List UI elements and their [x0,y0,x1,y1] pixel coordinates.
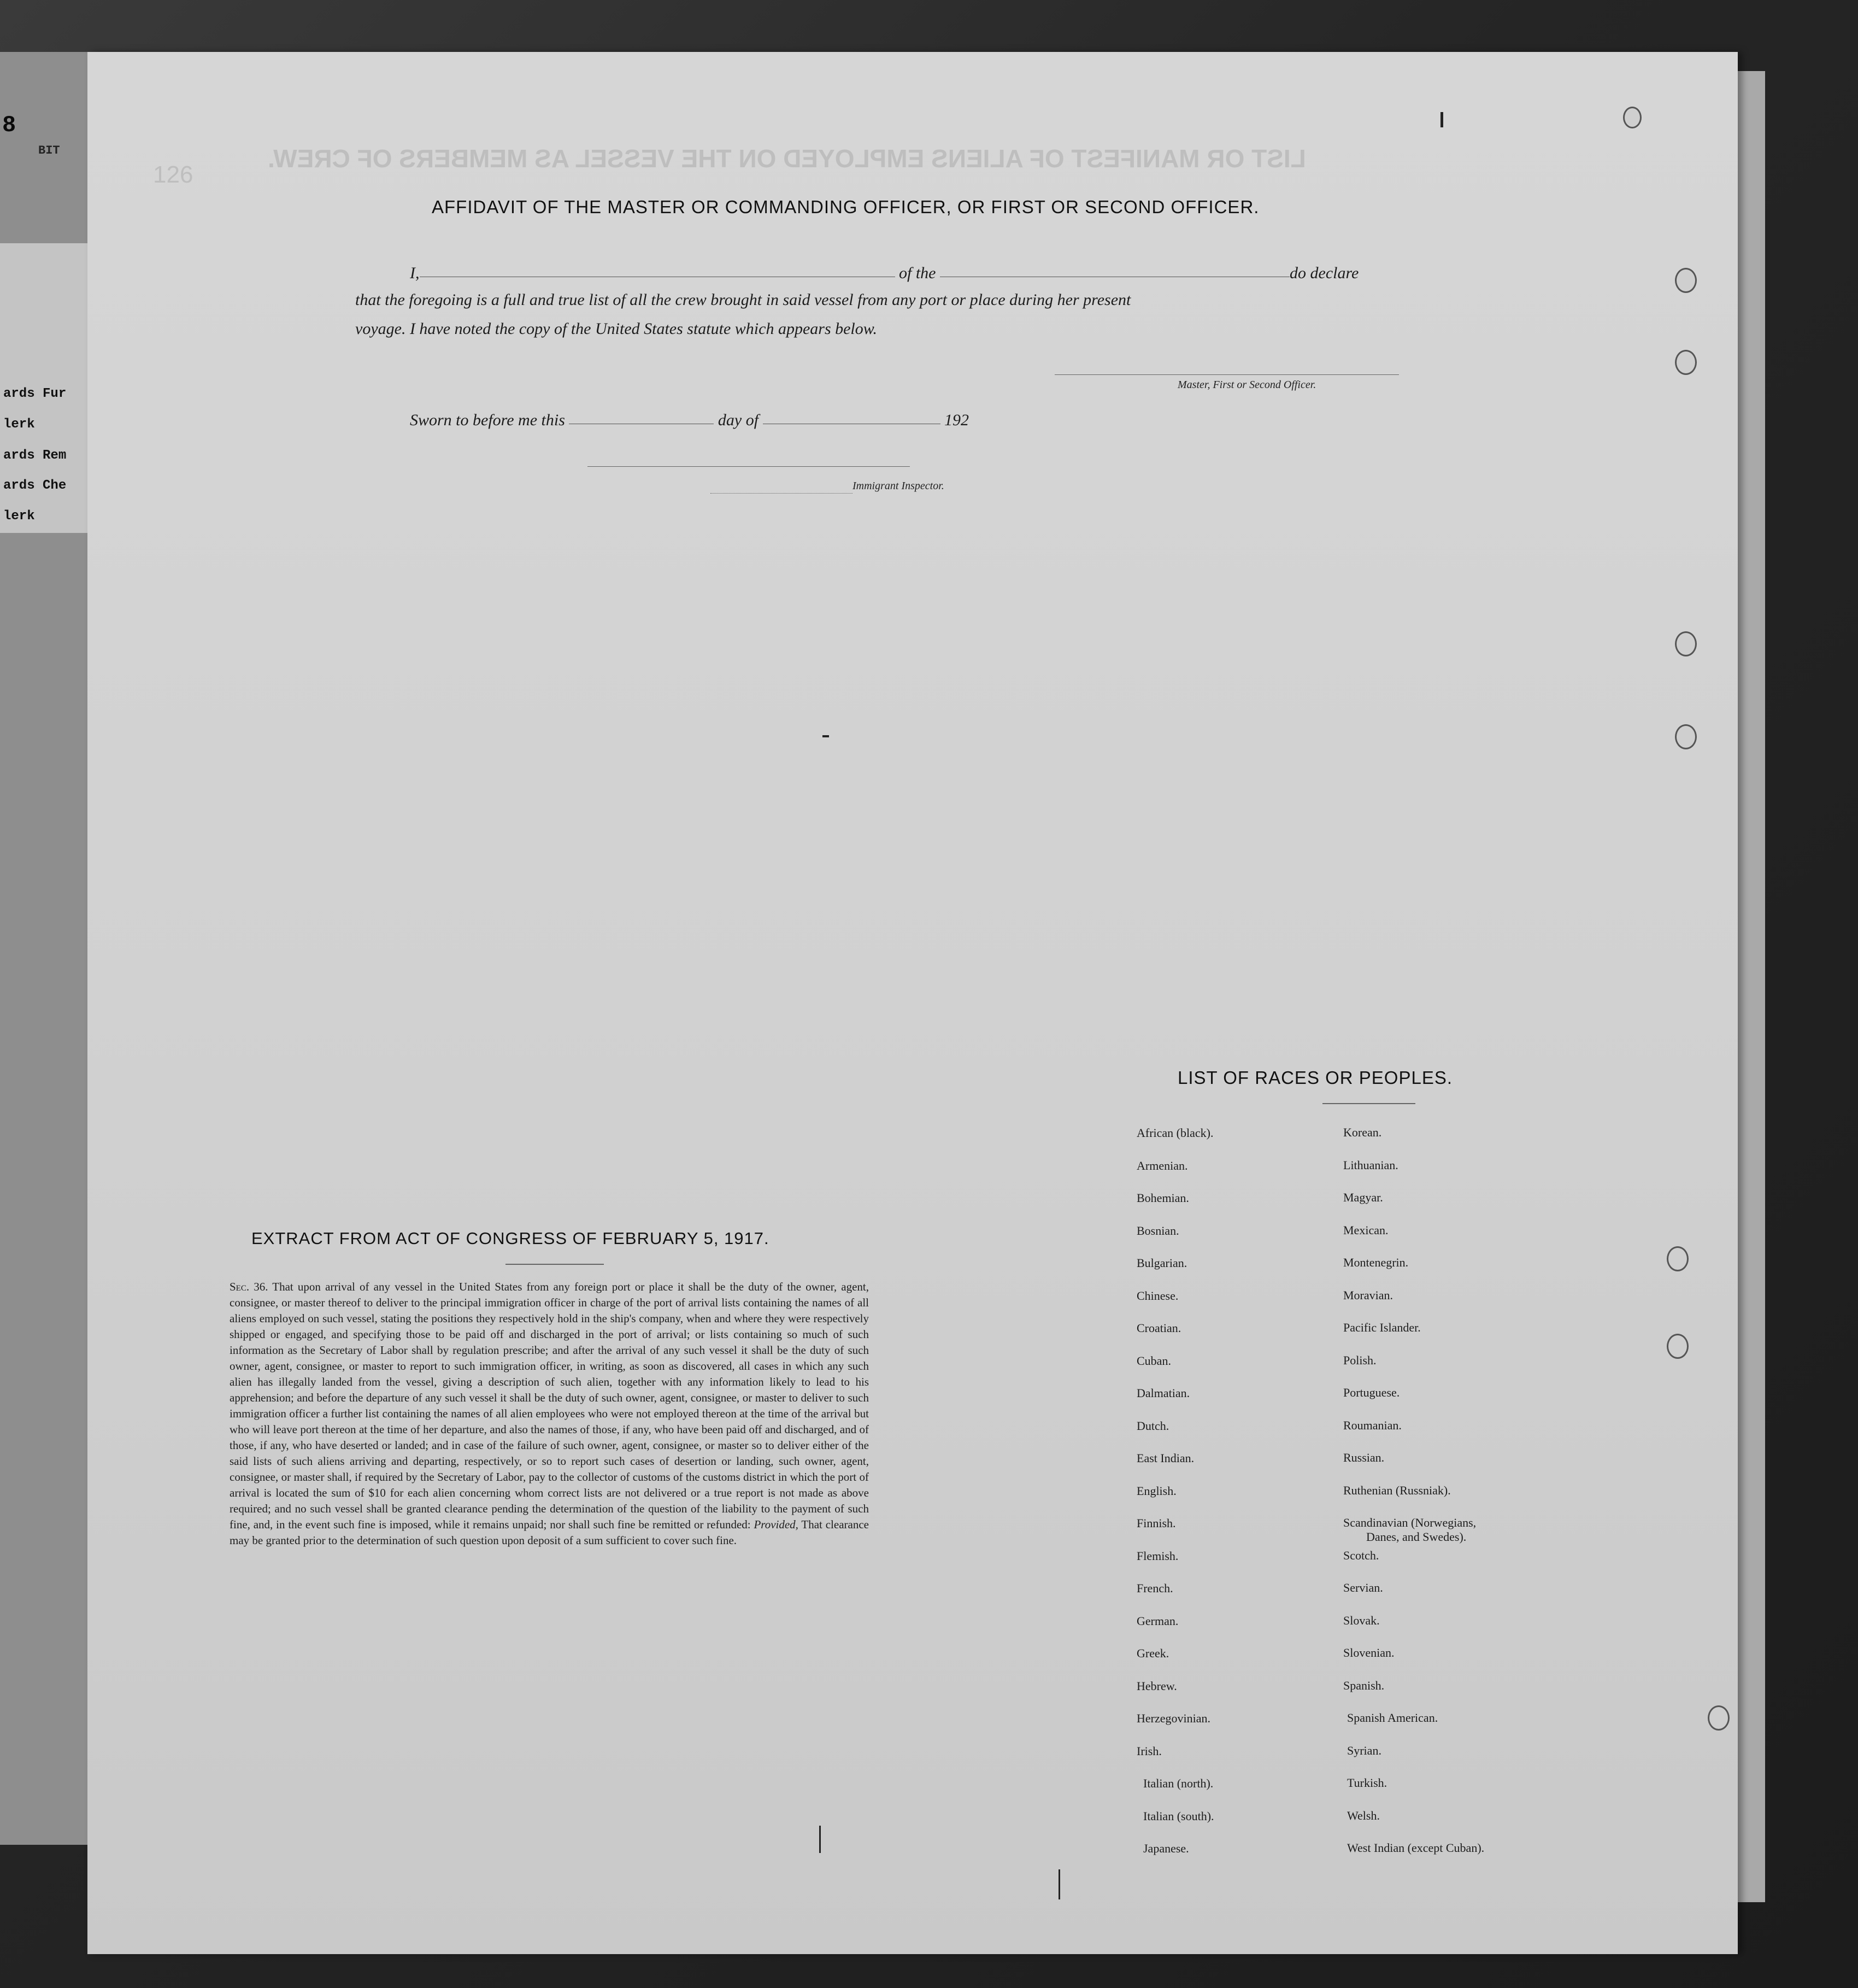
underlying-sheet-mark: 8 [2,112,16,138]
affidavit-line-3: voyage. I have noted the copy of the United States statute which appears below. [355,320,878,338]
sworn-prefix: Sworn to before me this [410,411,565,429]
underlying-row: lerk [3,509,35,524]
master-signature-caption: Master, First or Second Officer. [1178,379,1316,391]
race-item: German. [1137,1614,1179,1628]
race-item: Japanese. [1143,1842,1189,1855]
race-item: Servian. [1343,1581,1383,1594]
race-item: Slovak. [1343,1613,1380,1627]
sworn-day-of: day of [718,411,759,429]
sworn-line [410,411,969,430]
extract-title: EXTRACT FROM ACT OF CONGRESS OF FEBRUARY 5, 1917. [251,1229,769,1248]
scan-speck [819,1826,821,1853]
race-item: Greek. [1137,1646,1169,1660]
race-item: Polish. [1343,1353,1377,1367]
race-item: Turkish. [1347,1776,1387,1790]
bleed-number: 126 [153,161,193,188]
underlying-row: ards Fur [3,386,67,401]
race-item: French. [1137,1581,1173,1595]
races-title: LIST OF RACES OR PEOPLES. [1178,1068,1453,1088]
provided-label: Provided, [754,1518,798,1531]
race-item: Roumanian. [1343,1418,1402,1432]
underlying-row: ards Rem [3,448,67,463]
race-item: Dutch. [1137,1418,1169,1433]
race-item: Bohemian. [1137,1191,1189,1205]
race-item: West Indian (except Cuban). [1347,1841,1485,1855]
extract-text-2: That clearance may be granted prior to the determination of such question upon deposit of a sum sufficient to cover such fine. [230,1518,869,1547]
bleed-header: LIST OR MANIFEST OF ALIENS EMPLOYED ON THE VESSEL AS MEMBERS OF CREW. [268,144,1306,173]
race-item: Montenegrin. [1343,1256,1409,1269]
punch-hole [1708,1705,1730,1731]
underlying-sheet-mark-2: BIT [38,144,60,157]
race-item: Herzegovinian. [1137,1711,1210,1725]
race-item: Flemish. [1137,1549,1179,1563]
race-item: Bosnian. [1137,1223,1179,1238]
race-item: Portuguese. [1343,1386,1400,1399]
race-item: Russian. [1343,1451,1385,1464]
race-item: Scotch. [1343,1548,1379,1562]
race-item: Cuban. [1137,1353,1171,1368]
punch-hole [1675,268,1697,293]
punch-hole [1667,1334,1689,1359]
race-item: African (black). [1137,1126,1214,1140]
section-label: Sec. 36. [230,1280,268,1293]
race-item: Irish. [1137,1744,1162,1758]
scan-speck [1059,1869,1060,1899]
master-signature-line [1055,374,1399,375]
race-item: Spanish American. [1347,1711,1438,1725]
race-item: Scandinavian (Norwegians, [1343,1516,1477,1529]
race-item: Slovenian. [1343,1646,1395,1659]
race-item: Mexican. [1343,1223,1389,1237]
affidavit-line-2: that the foregoing is a full and true list of all the crew brought in said vessel from any port or place during her present [355,291,1131,309]
underlying-row: ards Che [3,478,67,493]
sworn-year: 192 [944,411,969,429]
punch-hole [1675,724,1697,749]
underlying-sheet-strip [0,243,96,533]
punch-hole [1667,1246,1689,1271]
race-item: Hebrew. [1137,1679,1177,1693]
race-item: English. [1137,1483,1177,1498]
race-item: Korean. [1343,1125,1382,1139]
race-item: Italian (north). [1143,1776,1214,1790]
race-item: East Indian. [1137,1451,1195,1465]
affidavit-title: AFFIDAVIT OF THE MASTER OR COMMANDING OFFICER, OR FIRST OR SECOND OFFICER. [432,197,1260,217]
race-item: Italian (south). [1143,1809,1214,1823]
race-item: Lithuanian. [1343,1158,1398,1172]
races-title-rule [1322,1103,1415,1104]
race-item: Chinese. [1137,1288,1179,1303]
punch-hole [1675,631,1697,656]
affidavit-do-declare: do declare [1290,264,1359,282]
race-item: Croatian. [1137,1321,1181,1335]
punch-hole [1623,107,1642,128]
affidavit-i: I, [410,264,420,282]
scan-speck [822,735,829,737]
inspector-line-lower [710,493,852,494]
race-item: Syrian. [1347,1743,1381,1757]
race-item: Bulgarian. [1137,1256,1187,1270]
race-item: Welsh. [1347,1808,1380,1822]
race-item: Armenian. [1137,1158,1188,1172]
affidavit-line-1 [410,264,1359,283]
race-item: Pacific Islander. [1343,1321,1421,1334]
race-item: Ruthenian (Russniak). [1343,1483,1451,1497]
race-item: Magyar. [1343,1191,1383,1204]
affidavit-of-the: of the [899,264,936,282]
extract-title-rule [505,1264,604,1265]
extract-text-1: That upon arrival of any vessel in the United States from any foreign port or place it shall be the duty of the owner, agent, consignee, or master thereof to deliver to the principal immigration officer in charge of the port of arrival lists containing the names of all aliens employed on such vessel, stating the positions they respectively hold in the ship's company, when and where they were respectively shipped or engaged, and specifying those to be paid off and discharged in the port of arrival; or lists containing so much of such information as the Secretary of Labor shall by regulation prescribe; and after the arrival of any such vessel it shall be the duty of such owner, agent, consignee, or master to report to such immigration officer, in writing, as soon as discovered, all cases in which any such alien has illegally landed from the vessel, giving a description of such alien, together with any information likely to lead to his apprehension; and before the departure of any such vessel it shall be the duty of such owner, agent, consignee, or master to deliver to such immigration officer a further list containing the names of all alien employees who were not employed thereon at the time of the arrival but who will leave port thereon at the time of her departure, and also the names of those, if any, who have been paid off and discharged, and of those, if any, who have deserted or landed; and in case of the failure of such owner, agent, consignee, or master so to deliver either of the said lists of such aliens arriving and departing, respectively, or so to report such cases of desertion or landing, such owner, agent, consignee, or master shall, if required by the Secretary of Labor, pay to the collector of customs of the customs district in which the port of arrival is located the sum of $10 for each alien concerning whom correct lists are not delivered or a true report is not made as above required; and no such vessel shall be granted clearance pending the determination of the question of the liability to the payment of such fine, and, in the event such fine is imposed, while it remains unpaid; nor shall such fine be remitted or refunded: [230,1280,869,1531]
inspector-caption: Immigrant Inspector. [852,480,944,492]
extract-body [230,1279,869,1549]
race-item: Danes, and Swedes). [1366,1530,1467,1544]
race-item: Finnish. [1137,1516,1176,1530]
scan-speck [1440,112,1443,127]
punch-hole [1675,350,1697,375]
race-item: Moravian. [1343,1288,1394,1302]
race-item: Spanish. [1343,1678,1385,1692]
inspector-line-upper [587,466,910,467]
document-page [87,52,1738,1954]
race-item: Dalmatian. [1137,1386,1190,1400]
underlying-row: lerk [3,417,35,432]
